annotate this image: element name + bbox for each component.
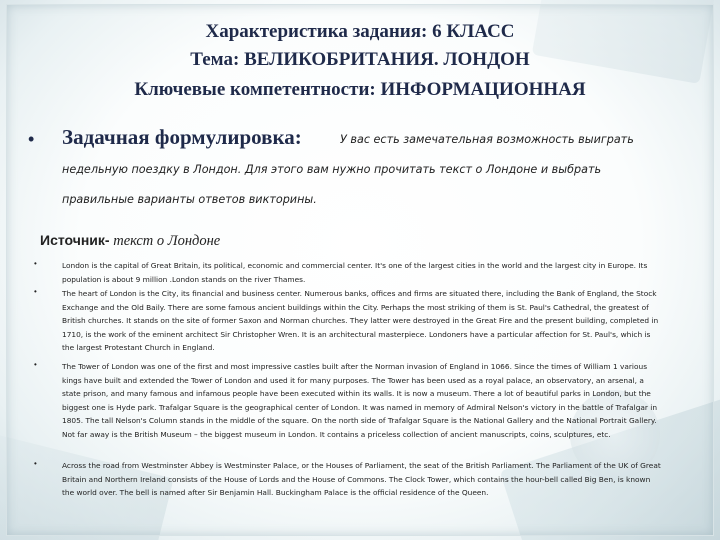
paragraph-2: The heart of London is the City, its financial and business center. Numerous banks, offices and firms are situated there, including the Bank of England, the Stock Exchange and the Old Baily. There are some famous ancient buildings within the City. Perhaps the most striking of them is St. Paul's Cathedral, the greatest of British churches. It stands on the site of former Saxon and Norman churches. They latter were destroyed in the Great Fire and the present building, completed in 1710, is the work of the eminent architect Sir Christopher Wren. It is an architectural masterpiece. Londoners have a particular affection for St. Paul's, which is the largest Protestant Church in England. — [62, 289, 659, 353]
paragraph-3: The Tower of London was one of the first and most impressive castles built after the Norman invasion of England in 1066. Since the times of William 1 various kings have built and extended the Tower of London and used it for many purposes. The Tower has been used as a royal palace, an observatory, an arsenal, a state prison, and many famous and infamous people have been executed within its walls. It is now a museum. There a lot of beautiful parks in London, but the biggest one is Hyde park. Trafalgar Square is the geographical center of London. It was named in memory of Admiral Nelson's victory in the battle of Trafalgar in 1805. The tall Nelson's Column stands in the middle of the square. On the north side of Trafalgar Square is the National Gallery and the National Portrait Gallery. Not far away is the British Museum – the biggest museum in London. It contains a priceless collection of ancient manuscripts, coins, sculptures, etc. — [62, 362, 658, 439]
task-text-line-3: правильные варианты ответов викторины. — [62, 193, 317, 206]
task-text-line-2: недельную поездку в Лондон. Для этого вам нужно прочитать текст о Лондоне и выбрать — [62, 163, 602, 176]
paragraph-1: London is the capital of Great Britain, its political, economic and commercial center. It's one of the largest cities in the world and the largest city in Europe. Its population is about 9 million .London stands on the river Thames. — [62, 261, 648, 284]
bullet-icon: • — [28, 129, 35, 149]
title-line-2: Тема: ВЕЛИКОБРИТАНИЯ. ЛОНДОН — [190, 49, 530, 70]
title-line-1: Характеристика задания: 6 КЛАСС — [205, 21, 515, 42]
bullet-icon: • — [34, 287, 37, 296]
task-label: Задачная формулировка: — [62, 125, 302, 149]
source-label: Источник- — [40, 232, 110, 248]
bullet-icon: • — [34, 259, 37, 268]
source-text: текст о Лондоне — [109, 233, 221, 249]
bullet-icon: • — [34, 360, 37, 369]
bullet-icon: • — [34, 459, 37, 468]
task-text-line-1: У вас есть замечательная возможность выиграть — [340, 133, 634, 146]
source-line — [40, 232, 220, 250]
paragraph-4: Across the road from Westminster Abbey is Westminster Palace, or the Houses of Parliament, the seat of the British Parliament. The Parliament of the UK of Great Britain and Northern Ireland consists of the House of Lords and the House of Commons. The Clock Tower, which contains the hour-bell called Big Ben, is known the world over. The bell is named after Sir Benjamin Hall. Buckingham Palace is the official residence of the Queen. — [62, 461, 661, 498]
title-line-3: Ключевые компетентности: ИНФОРМАЦИОННАЯ — [134, 79, 586, 100]
